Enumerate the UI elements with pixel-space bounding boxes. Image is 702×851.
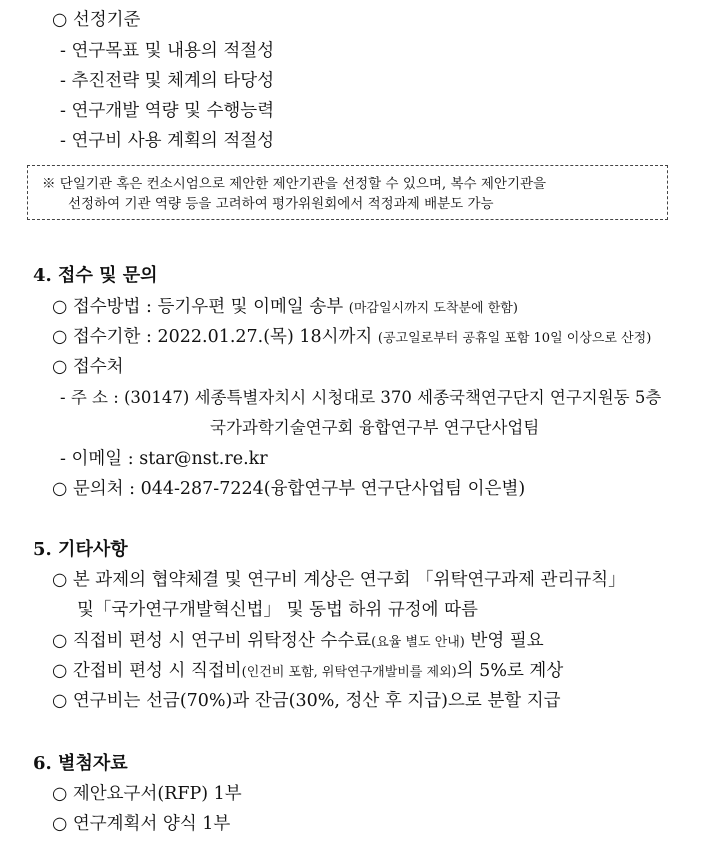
- contact-line: ○ 문의처 : 044-287-7224(융합연구부 연구단사업팀 이은별): [52, 479, 526, 499]
- section-heading: 6. 별첨자료: [33, 753, 128, 774]
- misc-item-note: (요율 별도 안내): [371, 635, 465, 650]
- criteria-item: - 추진전략 및 체계의 타당성: [60, 71, 275, 91]
- note-line: ※ 단일기관 혹은 컨소시엄으로 제안한 제안기관을 선정할 수 있으며, 복수 제안기관을: [42, 176, 547, 192]
- receipt-deadline-text: ○ 접수기한 : 2022.01.27.(목) 18시까지: [52, 327, 373, 347]
- misc-item: ○ 본 과제의 협약체결 및 연구비 계상은 연구회 「위탁연구과제 관리규칙」: [52, 570, 626, 590]
- address-line: - 주 소 : (30147) 세종특별자치시 시청대로 370 세종국책연구단지 연구지원동 5층: [60, 388, 662, 407]
- section-heading: 4. 접수 및 문의: [33, 265, 158, 286]
- receipt-deadline-note: (공고일로부터 공휴일 포함 10일 이상으로 산정): [377, 331, 652, 346]
- misc-item: [52, 659, 563, 685]
- section-heading: 5. 기타사항: [33, 539, 128, 560]
- attachment-item: ○ 제안요구서(RFP) 1부: [52, 784, 242, 804]
- note-box: [27, 165, 668, 220]
- receipt-place: ○ 접수처: [52, 357, 124, 377]
- misc-item-text: ○ 직접비 편성 시 연구비 위탁정산 수수료: [52, 631, 372, 651]
- misc-item-text: 반영 필요: [470, 631, 544, 651]
- misc-item-text: ○ 간접비 편성 시 직접비: [52, 661, 242, 681]
- criteria-item: - 연구비 사용 계획의 적절성: [60, 131, 275, 151]
- receipt-method-note: (마감일시까지 도착분에 한함): [348, 301, 518, 316]
- receipt-deadline: [52, 325, 651, 351]
- receipt-method: [52, 295, 518, 321]
- misc-item-text: 의 5%로 계상: [456, 661, 564, 681]
- criteria-item: - 연구개발 역량 및 수행능력: [60, 101, 275, 121]
- note-line: 선정하여 기관 역량 등을 고려하여 평가위원회에서 적정과제 배분도 가능: [68, 196, 494, 212]
- address-line: 국가과학기술연구회 융합연구부 연구단사업팀: [210, 418, 540, 437]
- misc-item-cont: 및「국가연구개발혁신법」 및 동법 하위 규정에 따름: [77, 600, 478, 620]
- attachment-item: ○ 연구계획서 양식 1부: [52, 814, 231, 834]
- criteria-item: - 연구목표 및 내용의 적절성: [60, 41, 275, 61]
- misc-item-note: (인건비 포함, 위탁연구개발비를 제외): [241, 665, 457, 680]
- misc-item: [52, 629, 544, 655]
- receipt-method-text: ○ 접수방법 : 등기우편 및 이메일 송부: [52, 297, 344, 317]
- misc-item: ○ 연구비는 선금(70%)과 잔금(30%, 정산 후 지급)으로 분할 지급: [52, 691, 561, 711]
- criteria-title: ○ 선정기준: [52, 10, 141, 30]
- email-line: - 이메일 : star@nst.re.kr: [60, 449, 268, 469]
